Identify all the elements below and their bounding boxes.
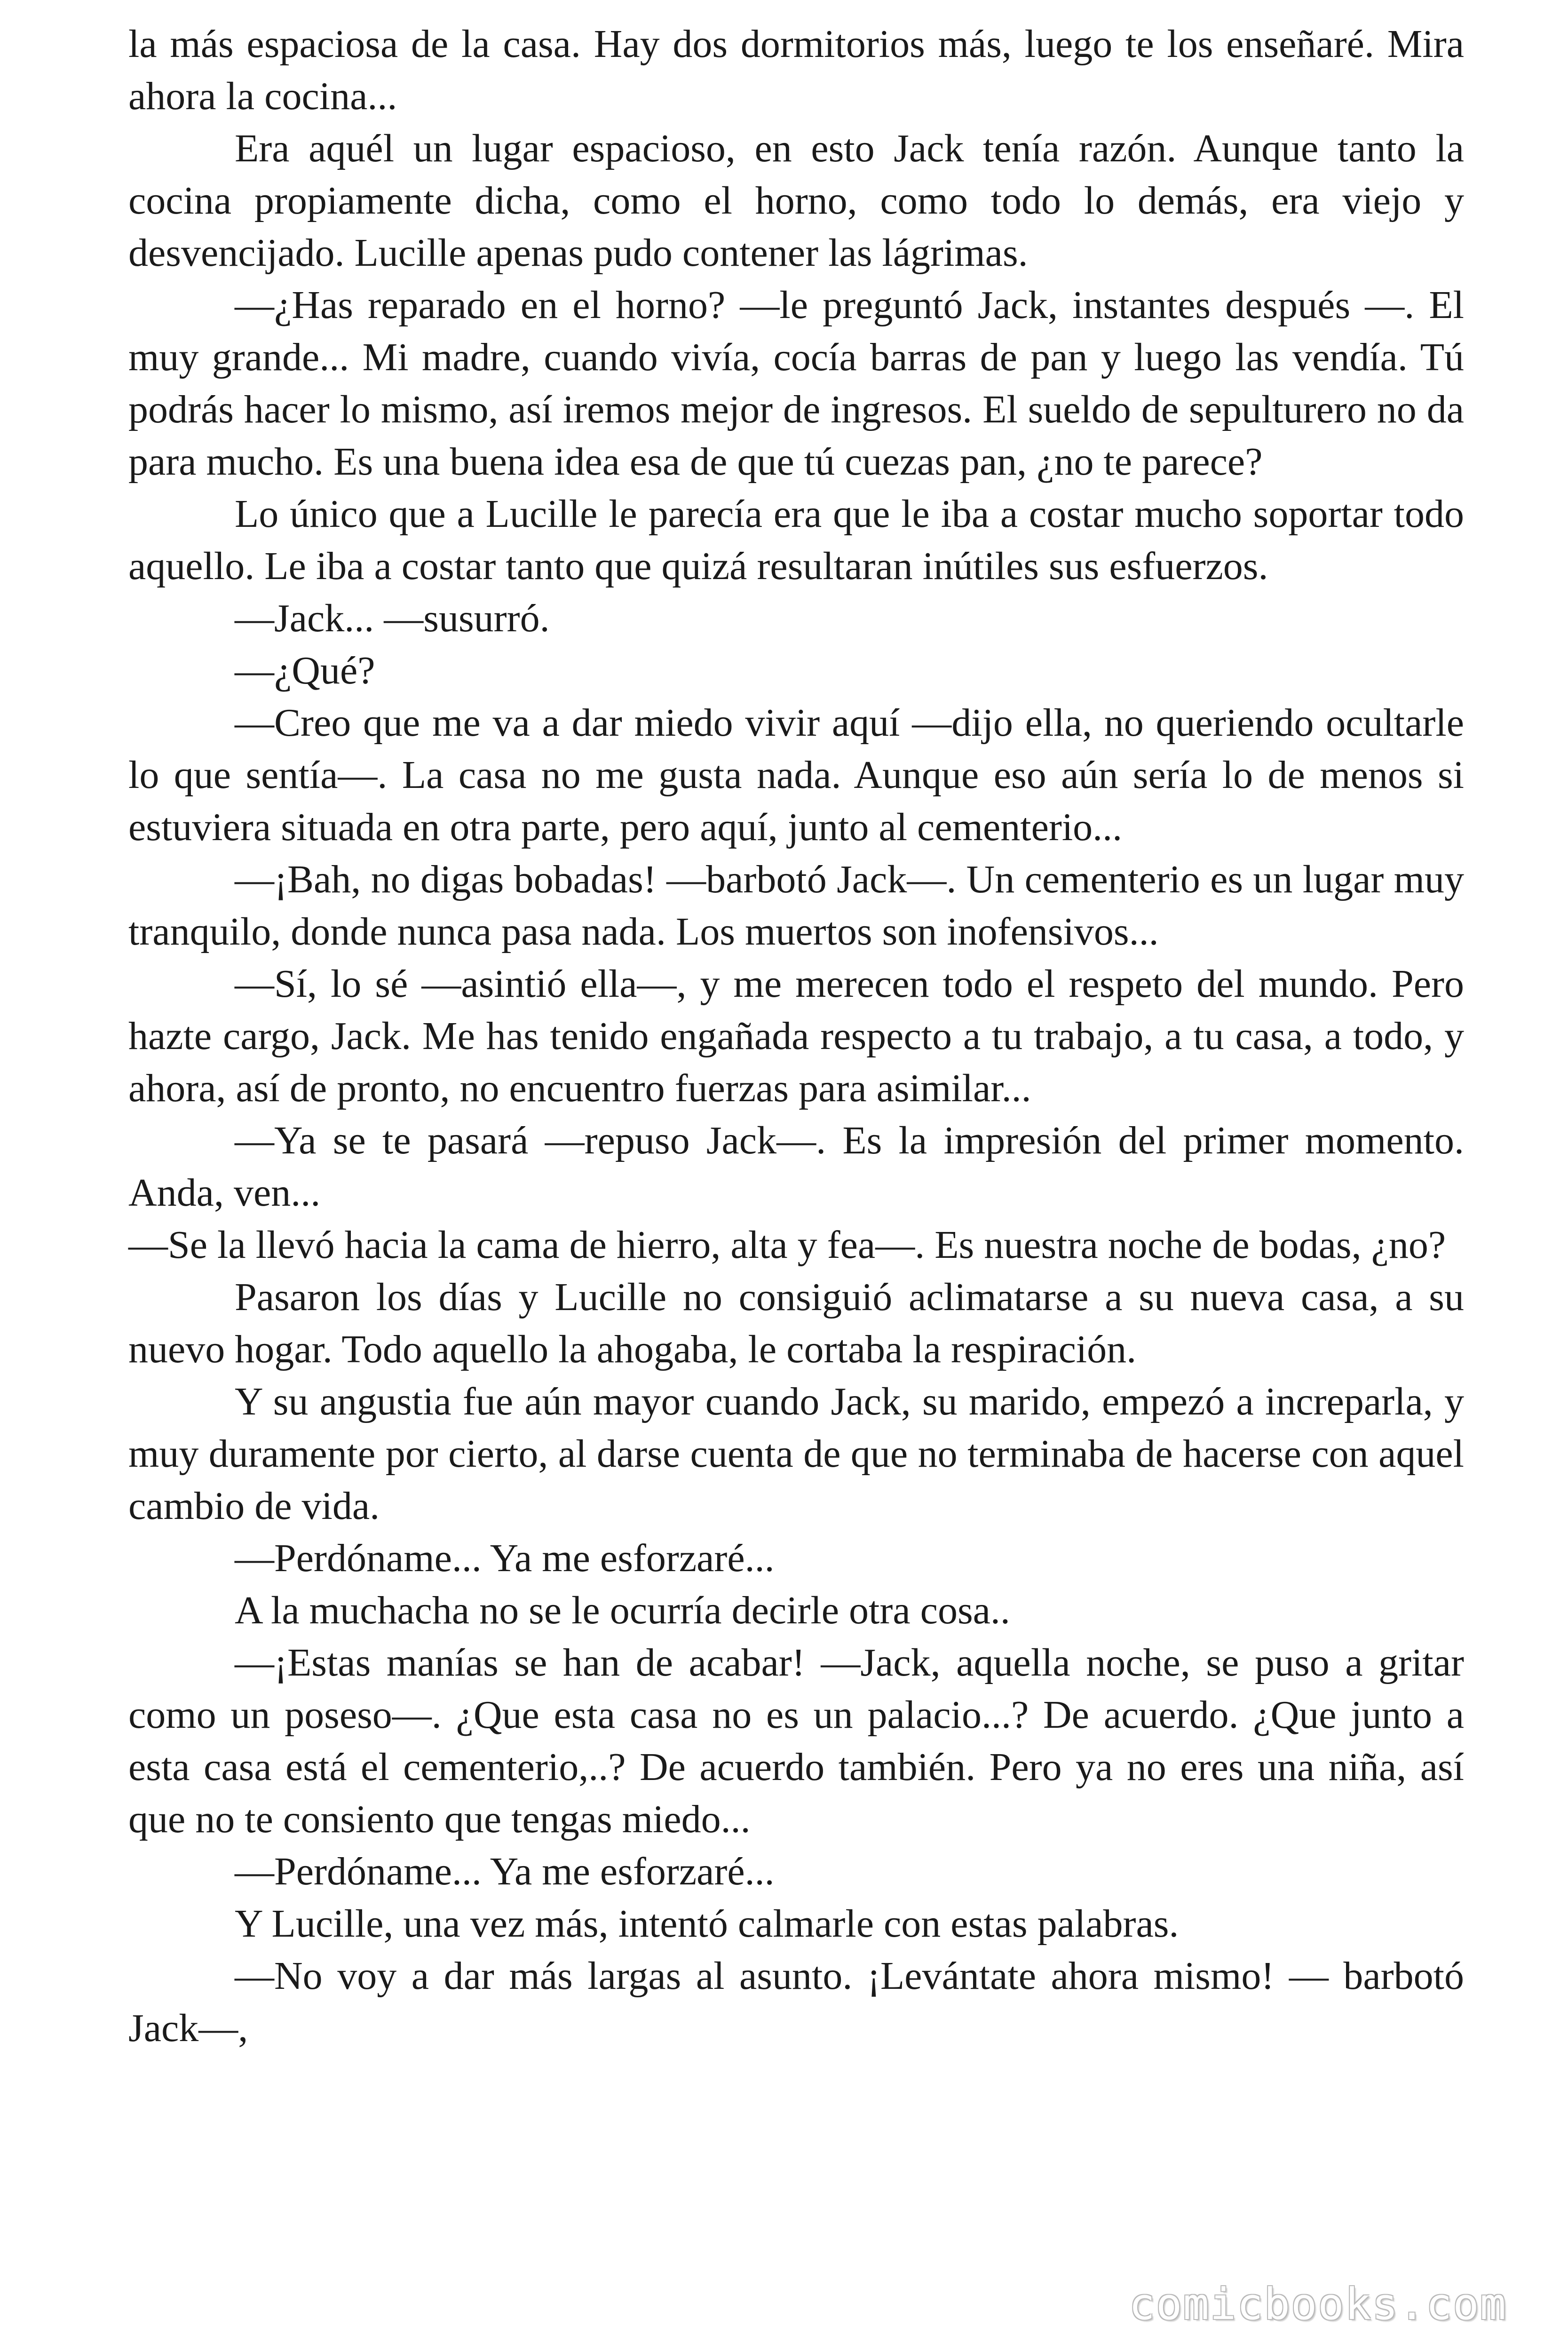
- paragraph: Pasaron los días y Lucille no consiguió aclimatarse a su nueva casa, a su nuevo hogar. Todo aquello la ahogaba, le cortaba la respiración.: [128, 1275, 1464, 1371]
- paragraph: la más espaciosa de la casa. Hay dos dormitorios más, luego te los enseñaré. Mira ahora la cocina...: [128, 22, 1464, 118]
- paragraph: —¿Has reparado en el horno? —le preguntó Jack, instantes después —. El muy grande... Mi madre, cuando vivía, cocía barras de pan y luego las vendía. Tú podrás hacer lo mismo, así iremos mejor de ingresos. El sueldo de sepulturero no da para mucho. Es una buena idea esa de que tú cuezas pan, ¿no te parece?: [128, 283, 1464, 484]
- paragraph: —Creo que me va a dar miedo vivir aquí —dijo ella, no queriendo ocultarle lo que sentía—. La casa no me gusta nada. Aunque eso aún sería lo de menos si estuviera situada en otra parte, pero aquí, junto al cementerio...: [128, 701, 1464, 849]
- paragraph: —Jack... —susurró.: [235, 596, 550, 640]
- paragraph: Era aquél un lugar espacioso, en esto Jack tenía razón. Aunque tanto la cocina propiamente dicha, como el horno, como todo lo demás, era viejo y desvencijado. Lucille apenas pudo contener las lágrimas.: [128, 127, 1464, 275]
- paragraph: —Ya se te pasará —repuso Jack—. Es la impresión del primer momento. Anda, ven...: [128, 1119, 1464, 1215]
- paragraph: —Sí, lo sé —asintió ella—, y me merecen todo el respeto del mundo. Pero hazte cargo, Jack. Me has tenido engañada respecto a tu trabajo, a tu casa, a todo, y ahora, así de pronto, no encuentro fuerzas para asimilar...: [128, 962, 1464, 1110]
- paragraph: —No voy a dar más largas al asunto. ¡Levántate ahora mismo! — barbotó Jack—,: [128, 1954, 1464, 2050]
- paragraph: —Perdóname... Ya me esforzaré...: [235, 1536, 775, 1580]
- watermark: comicbooks.com: [1129, 2279, 1507, 2329]
- paragraph: —¡Estas manías se han de acabar! —Jack, aquella noche, se puso a gritar como un poseso—. ¿Que esta casa no es un palacio...? De acuerdo. ¿Que junto a esta casa está el cementerio,..? De acuerdo también. Pero ya no eres una niña, así que no te consiento que tengas miedo...: [128, 1641, 1464, 1841]
- paragraph: Lo único que a Lucille le parecía era que le iba a costar mucho soportar todo aquello. Le iba a costar tanto que quizá resultaran inútiles sus esfuerzos.: [128, 492, 1464, 588]
- paragraph: —¡Bah, no digas bobadas! —barbotó Jack—. Un cementerio es un lugar muy tranquilo, donde nunca pasa nada. Los muertos son inofensivos...: [128, 858, 1464, 954]
- body-text: [128, 18, 1464, 2054]
- paragraph: Y Lucille, una vez más, intentó calmarle con estas palabras.: [235, 1902, 1179, 1946]
- paragraph: —¿Qué?: [235, 649, 375, 692]
- paragraph: —Se la llevó hacia la cama de hierro, alta y fea—. Es nuestra noche de bodas, ¿no?: [128, 1223, 1446, 1267]
- paragraph: Y su angustia fue aún mayor cuando Jack, su marido, empezó a increparla, y muy duramente por cierto, al darse cuenta de que no terminaba de hacerse con aquel cambio de vida.: [128, 1380, 1464, 1528]
- paragraph: A la muchacha no se le ocurría decirle otra cosa..: [235, 1589, 1010, 1632]
- paragraph: —Perdóname... Ya me esforzaré...: [235, 1850, 775, 1893]
